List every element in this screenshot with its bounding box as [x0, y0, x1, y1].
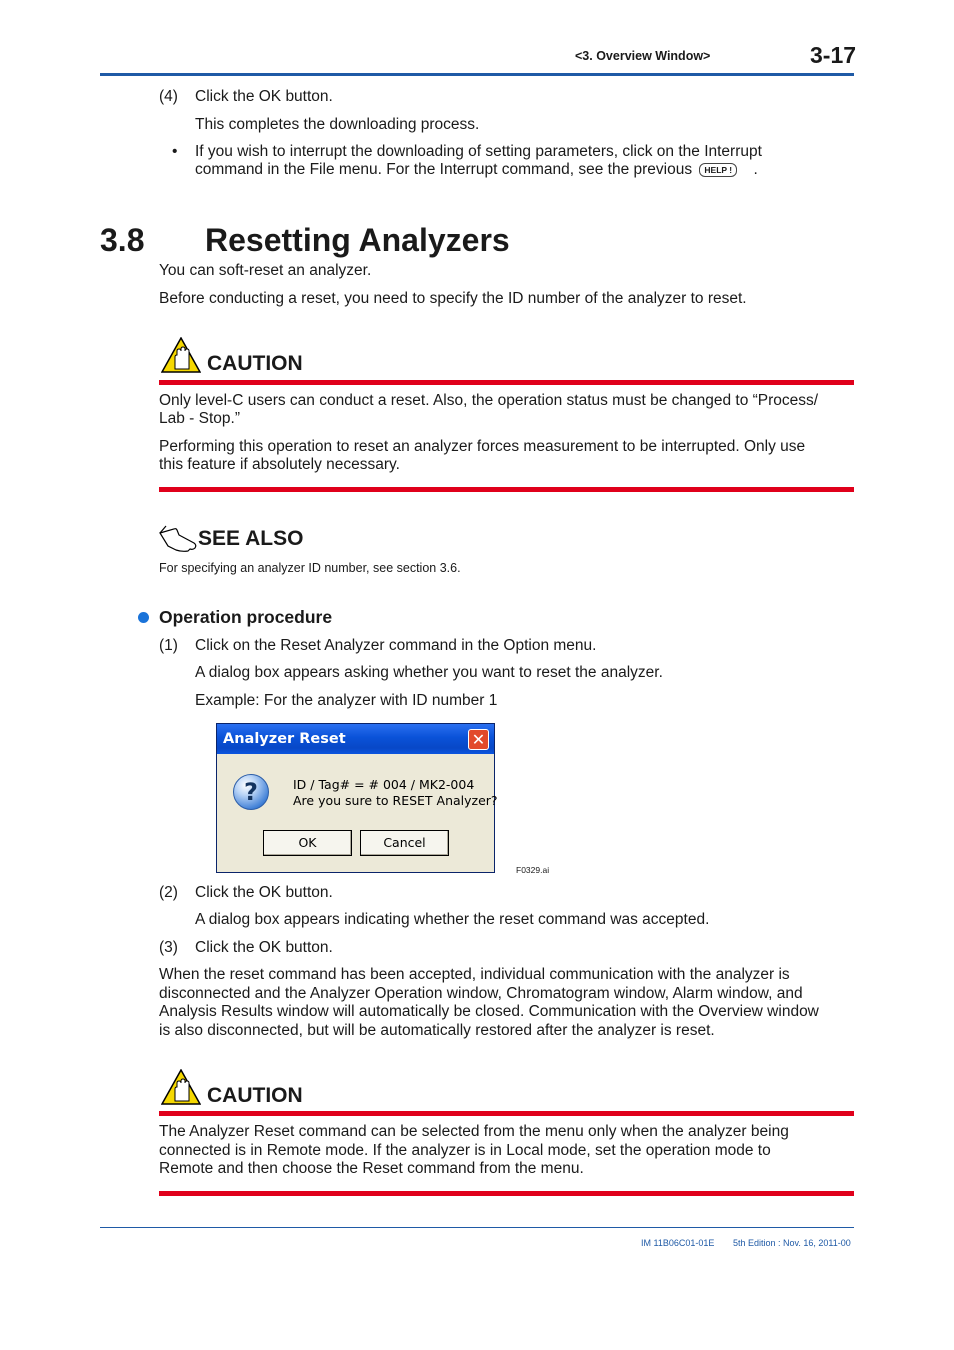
step4-number: (4)	[159, 88, 178, 105]
caution-1-p2-line2: this feature if absolutely necessary.	[159, 456, 400, 473]
section-number: 3.8	[100, 222, 145, 258]
dialog-titlebar	[217, 724, 494, 754]
question-icon: ?	[233, 774, 269, 810]
bullet-dot: •	[172, 143, 178, 160]
analyzer-reset-dialog	[216, 723, 498, 873]
dialog-title: Analyzer Reset	[223, 731, 346, 747]
section-intro-2: Before conducting a reset, you need to specify the ID number of the analyzer to reset.	[159, 290, 747, 307]
procedure-heading: Operation procedure	[159, 607, 333, 627]
procedure-step1-number: (1)	[159, 637, 178, 654]
page-number: 3-17	[810, 42, 857, 68]
caution-hand-icon	[161, 337, 201, 373]
caution-1-title: CAUTION	[207, 352, 303, 375]
procedure-step2-desc: A dialog box appears indicating whether the reset command was accepted.	[195, 911, 710, 928]
procedure-after-line2: disconnected and the Analyzer Operation window, Chromatogram window, Alarm window, and	[159, 985, 803, 1002]
caution-hand-icon-2	[161, 1069, 201, 1105]
caution-2-bottom-bar	[159, 1191, 854, 1196]
procedure-after-line1: When the reset command has been accepted, individual communication with the analyzer is	[159, 966, 790, 983]
ok-button[interactable]: OK	[263, 830, 352, 856]
caution-2-line2: connected is in Remote mode. If the analyzer is in Local mode, set the operation mode to	[159, 1142, 771, 1159]
figure-id: F0329.ai	[516, 865, 550, 875]
procedure-step1-text: Click on the Reset Analyzer command in the Option menu.	[195, 637, 597, 654]
footer-doc-id: IM 11B06C01-01E	[641, 1238, 715, 1248]
header-rule	[100, 73, 854, 76]
procedure-bullet-icon	[138, 612, 149, 623]
dialog-message-line2: Are you sure to RESET Analyzer?	[293, 793, 498, 808]
caution-2-top-bar	[159, 1111, 854, 1116]
caution-1-p1-line1: Only level-C users can conduct a reset. Also, the operation status must be changed to “Process/	[159, 392, 819, 409]
caution-2-line1: The Analyzer Reset command can be selected from the menu only when the analyzer being	[159, 1123, 789, 1140]
step4-text: Click the OK button.	[195, 88, 333, 105]
caution-2-title: CAUTION	[207, 1084, 303, 1107]
help-button-icon: HELP !	[699, 163, 737, 177]
caution-1-top-bar	[159, 380, 854, 385]
pointing-hand-icon	[158, 523, 198, 553]
bullet-line-2	[195, 161, 758, 180]
footer-edition: 5th Edition : Nov. 16, 2011-00	[733, 1238, 851, 1248]
caution-1-p1-line2: Lab - Stop.”	[159, 410, 240, 427]
procedure-after-line4: is also disconnected, but will be automatically restored after the analyzer is reset.	[159, 1022, 715, 1039]
footer-rule	[100, 1227, 854, 1228]
procedure-step2-text: Click the OK button.	[195, 884, 333, 901]
bullet-line-2-end: .	[753, 161, 758, 178]
procedure-step3-number: (3)	[159, 939, 178, 956]
caution-1-p2-line1: Performing this operation to reset an analyzer forces measurement to be interrupted. Only use	[159, 438, 806, 455]
procedure-step1-desc: A dialog box appears asking whether you want to reset the analyzer.	[195, 664, 663, 681]
see-also-text: For specifying an analyzer ID number, see section 3.6.	[159, 561, 461, 575]
bullet-line-2-text: command in the File menu. For the Interrupt command, see the previous	[195, 161, 693, 178]
procedure-step2-number: (2)	[159, 884, 178, 901]
section-title: Resetting Analyzers	[205, 222, 510, 258]
section-intro-1: You can soft-reset an analyzer.	[159, 262, 372, 279]
step4-result: This completes the downloading process.	[195, 116, 480, 133]
procedure-step3-text: Click the OK button.	[195, 939, 333, 956]
procedure-after-line3: Analysis Results window will automatically be closed. Communication with the Overview window	[159, 1003, 819, 1020]
header-section-ref: <3. Overview Window>	[575, 49, 711, 63]
dialog-message-line1: ID / Tag# = # 004 / MK2-004	[293, 777, 475, 792]
see-also-title: SEE ALSO	[198, 527, 304, 550]
caution-1-bottom-bar	[159, 487, 854, 492]
bullet-line-1: If you wish to interrupt the downloading of setting parameters, click on the Interrupt	[195, 143, 762, 160]
caution-2-line3: Remote and then choose the Reset command from the menu.	[159, 1160, 584, 1177]
cancel-button[interactable]: Cancel	[360, 830, 449, 856]
procedure-step1-example: Example: For the analyzer with ID number 1	[195, 692, 498, 709]
close-icon[interactable]: ✕	[468, 729, 489, 750]
